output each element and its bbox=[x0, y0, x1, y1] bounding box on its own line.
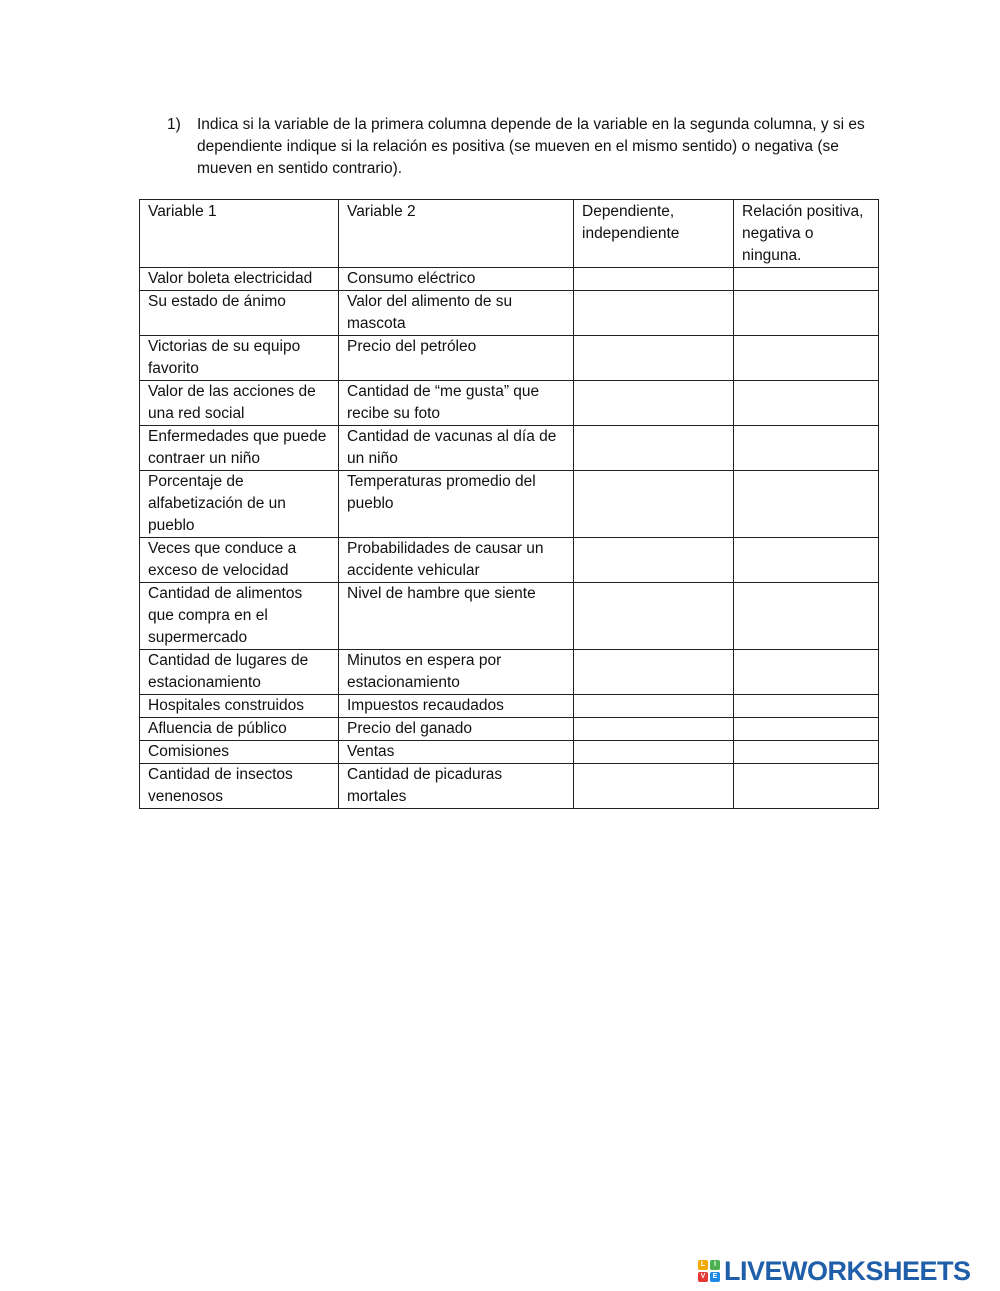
cell-variable-1: Cantidad de alimentos que compra en el supermercado bbox=[140, 583, 339, 650]
instruction bbox=[167, 114, 867, 180]
cell-dependency-answer[interactable] bbox=[574, 583, 734, 650]
table-row bbox=[140, 741, 879, 764]
cell-relation-answer[interactable] bbox=[734, 583, 879, 650]
cell-relation-answer[interactable] bbox=[734, 695, 879, 718]
table-row bbox=[140, 268, 879, 291]
cell-variable-1: Victorias de su equipo favorito bbox=[140, 336, 339, 381]
table-row bbox=[140, 471, 879, 538]
cell-variable-1: Cantidad de lugares de estacionamiento bbox=[140, 650, 339, 695]
cell-dependency-answer[interactable] bbox=[574, 695, 734, 718]
cell-variable-1: Su estado de ánimo bbox=[140, 291, 339, 336]
cell-dependency-answer[interactable] bbox=[574, 718, 734, 741]
cell-variable-2: Cantidad de vacunas al día de un niño bbox=[339, 426, 574, 471]
cell-dependency-answer[interactable] bbox=[574, 336, 734, 381]
table-row bbox=[140, 291, 879, 336]
cell-variable-2: Cantidad de picaduras mortales bbox=[339, 764, 574, 809]
table-row bbox=[140, 650, 879, 695]
cell-variable-1: Porcentaje de alfabetización de un pueblo bbox=[140, 471, 339, 538]
logo-text: LIVEWORKSHEETS bbox=[724, 1255, 971, 1286]
logo-mark-square: I bbox=[710, 1260, 720, 1270]
cell-variable-2: Ventas bbox=[339, 741, 574, 764]
table-row bbox=[140, 718, 879, 741]
cell-variable-2: Valor del alimento de su mascota bbox=[339, 291, 574, 336]
cell-variable-2: Impuestos recaudados bbox=[339, 695, 574, 718]
cell-variable-1: Comisiones bbox=[140, 741, 339, 764]
logo-mark-square: E bbox=[710, 1272, 720, 1282]
cell-variable-1: Hospitales construidos bbox=[140, 695, 339, 718]
cell-variable-1: Cantidad de insectos venenosos bbox=[140, 764, 339, 809]
cell-variable-2: Temperaturas promedio del pueblo bbox=[339, 471, 574, 538]
cell-dependency-answer[interactable] bbox=[574, 471, 734, 538]
cell-relation-answer[interactable] bbox=[734, 381, 879, 426]
cell-variable-1: Valor boleta electricidad bbox=[140, 268, 339, 291]
cell-variable-1: Valor de las acciones de una red social bbox=[140, 381, 339, 426]
variables-table bbox=[139, 199, 879, 809]
table-row bbox=[140, 764, 879, 809]
cell-variable-2: Consumo eléctrico bbox=[339, 268, 574, 291]
cell-relation-answer[interactable] bbox=[734, 426, 879, 471]
liveworksheets-logo-icon bbox=[698, 1260, 720, 1282]
header-dependency: Dependiente, independiente bbox=[574, 200, 734, 268]
logo-mark-square: V bbox=[698, 1272, 708, 1282]
instruction-number: 1) bbox=[167, 116, 181, 133]
table-row bbox=[140, 381, 879, 426]
cell-variable-2: Cantidad de “me gusta” que recibe su foto bbox=[339, 381, 574, 426]
cell-variable-2: Probabilidades de causar un accidente vehicular bbox=[339, 538, 574, 583]
header-relation: Relación positiva, negativa o ninguna. bbox=[734, 200, 879, 268]
cell-relation-answer[interactable] bbox=[734, 650, 879, 695]
cell-variable-1: Veces que conduce a exceso de velocidad bbox=[140, 538, 339, 583]
cell-dependency-answer[interactable] bbox=[574, 291, 734, 336]
cell-variable-1: Afluencia de público bbox=[140, 718, 339, 741]
cell-variable-1: Enfermedades que puede contraer un niño bbox=[140, 426, 339, 471]
cell-dependency-answer[interactable] bbox=[574, 538, 734, 583]
logo-mark-square: L bbox=[698, 1260, 708, 1270]
cell-relation-answer[interactable] bbox=[734, 336, 879, 381]
table-header-row bbox=[140, 200, 879, 268]
cell-relation-answer[interactable] bbox=[734, 268, 879, 291]
cell-relation-answer[interactable] bbox=[734, 764, 879, 809]
cell-relation-answer[interactable] bbox=[734, 291, 879, 336]
cell-dependency-answer[interactable] bbox=[574, 741, 734, 764]
cell-relation-answer[interactable] bbox=[734, 471, 879, 538]
liveworksheets-logo bbox=[698, 1256, 971, 1286]
cell-dependency-answer[interactable] bbox=[574, 268, 734, 291]
instruction-text: Indica si la variable de la primera columna depende de la variable en la segunda columna, y si es dependiente indique si la relación es positiva (se mueven en el mismo sentido) o negativa (se mueven en sentido contrario). bbox=[197, 116, 865, 177]
cell-variable-2: Precio del ganado bbox=[339, 718, 574, 741]
cell-dependency-answer[interactable] bbox=[574, 764, 734, 809]
cell-relation-answer[interactable] bbox=[734, 538, 879, 583]
cell-dependency-answer[interactable] bbox=[574, 426, 734, 471]
header-variable-1: Variable 1 bbox=[140, 200, 339, 268]
cell-relation-answer[interactable] bbox=[734, 741, 879, 764]
cell-relation-answer[interactable] bbox=[734, 718, 879, 741]
cell-dependency-answer[interactable] bbox=[574, 650, 734, 695]
table-row bbox=[140, 426, 879, 471]
table-row bbox=[140, 583, 879, 650]
cell-dependency-answer[interactable] bbox=[574, 381, 734, 426]
cell-variable-2: Precio del petróleo bbox=[339, 336, 574, 381]
header-variable-2: Variable 2 bbox=[339, 200, 574, 268]
cell-variable-2: Nivel de hambre que siente bbox=[339, 583, 574, 650]
table-row bbox=[140, 695, 879, 718]
cell-variable-2: Minutos en espera por estacionamiento bbox=[339, 650, 574, 695]
table-row bbox=[140, 538, 879, 583]
table-row bbox=[140, 336, 879, 381]
